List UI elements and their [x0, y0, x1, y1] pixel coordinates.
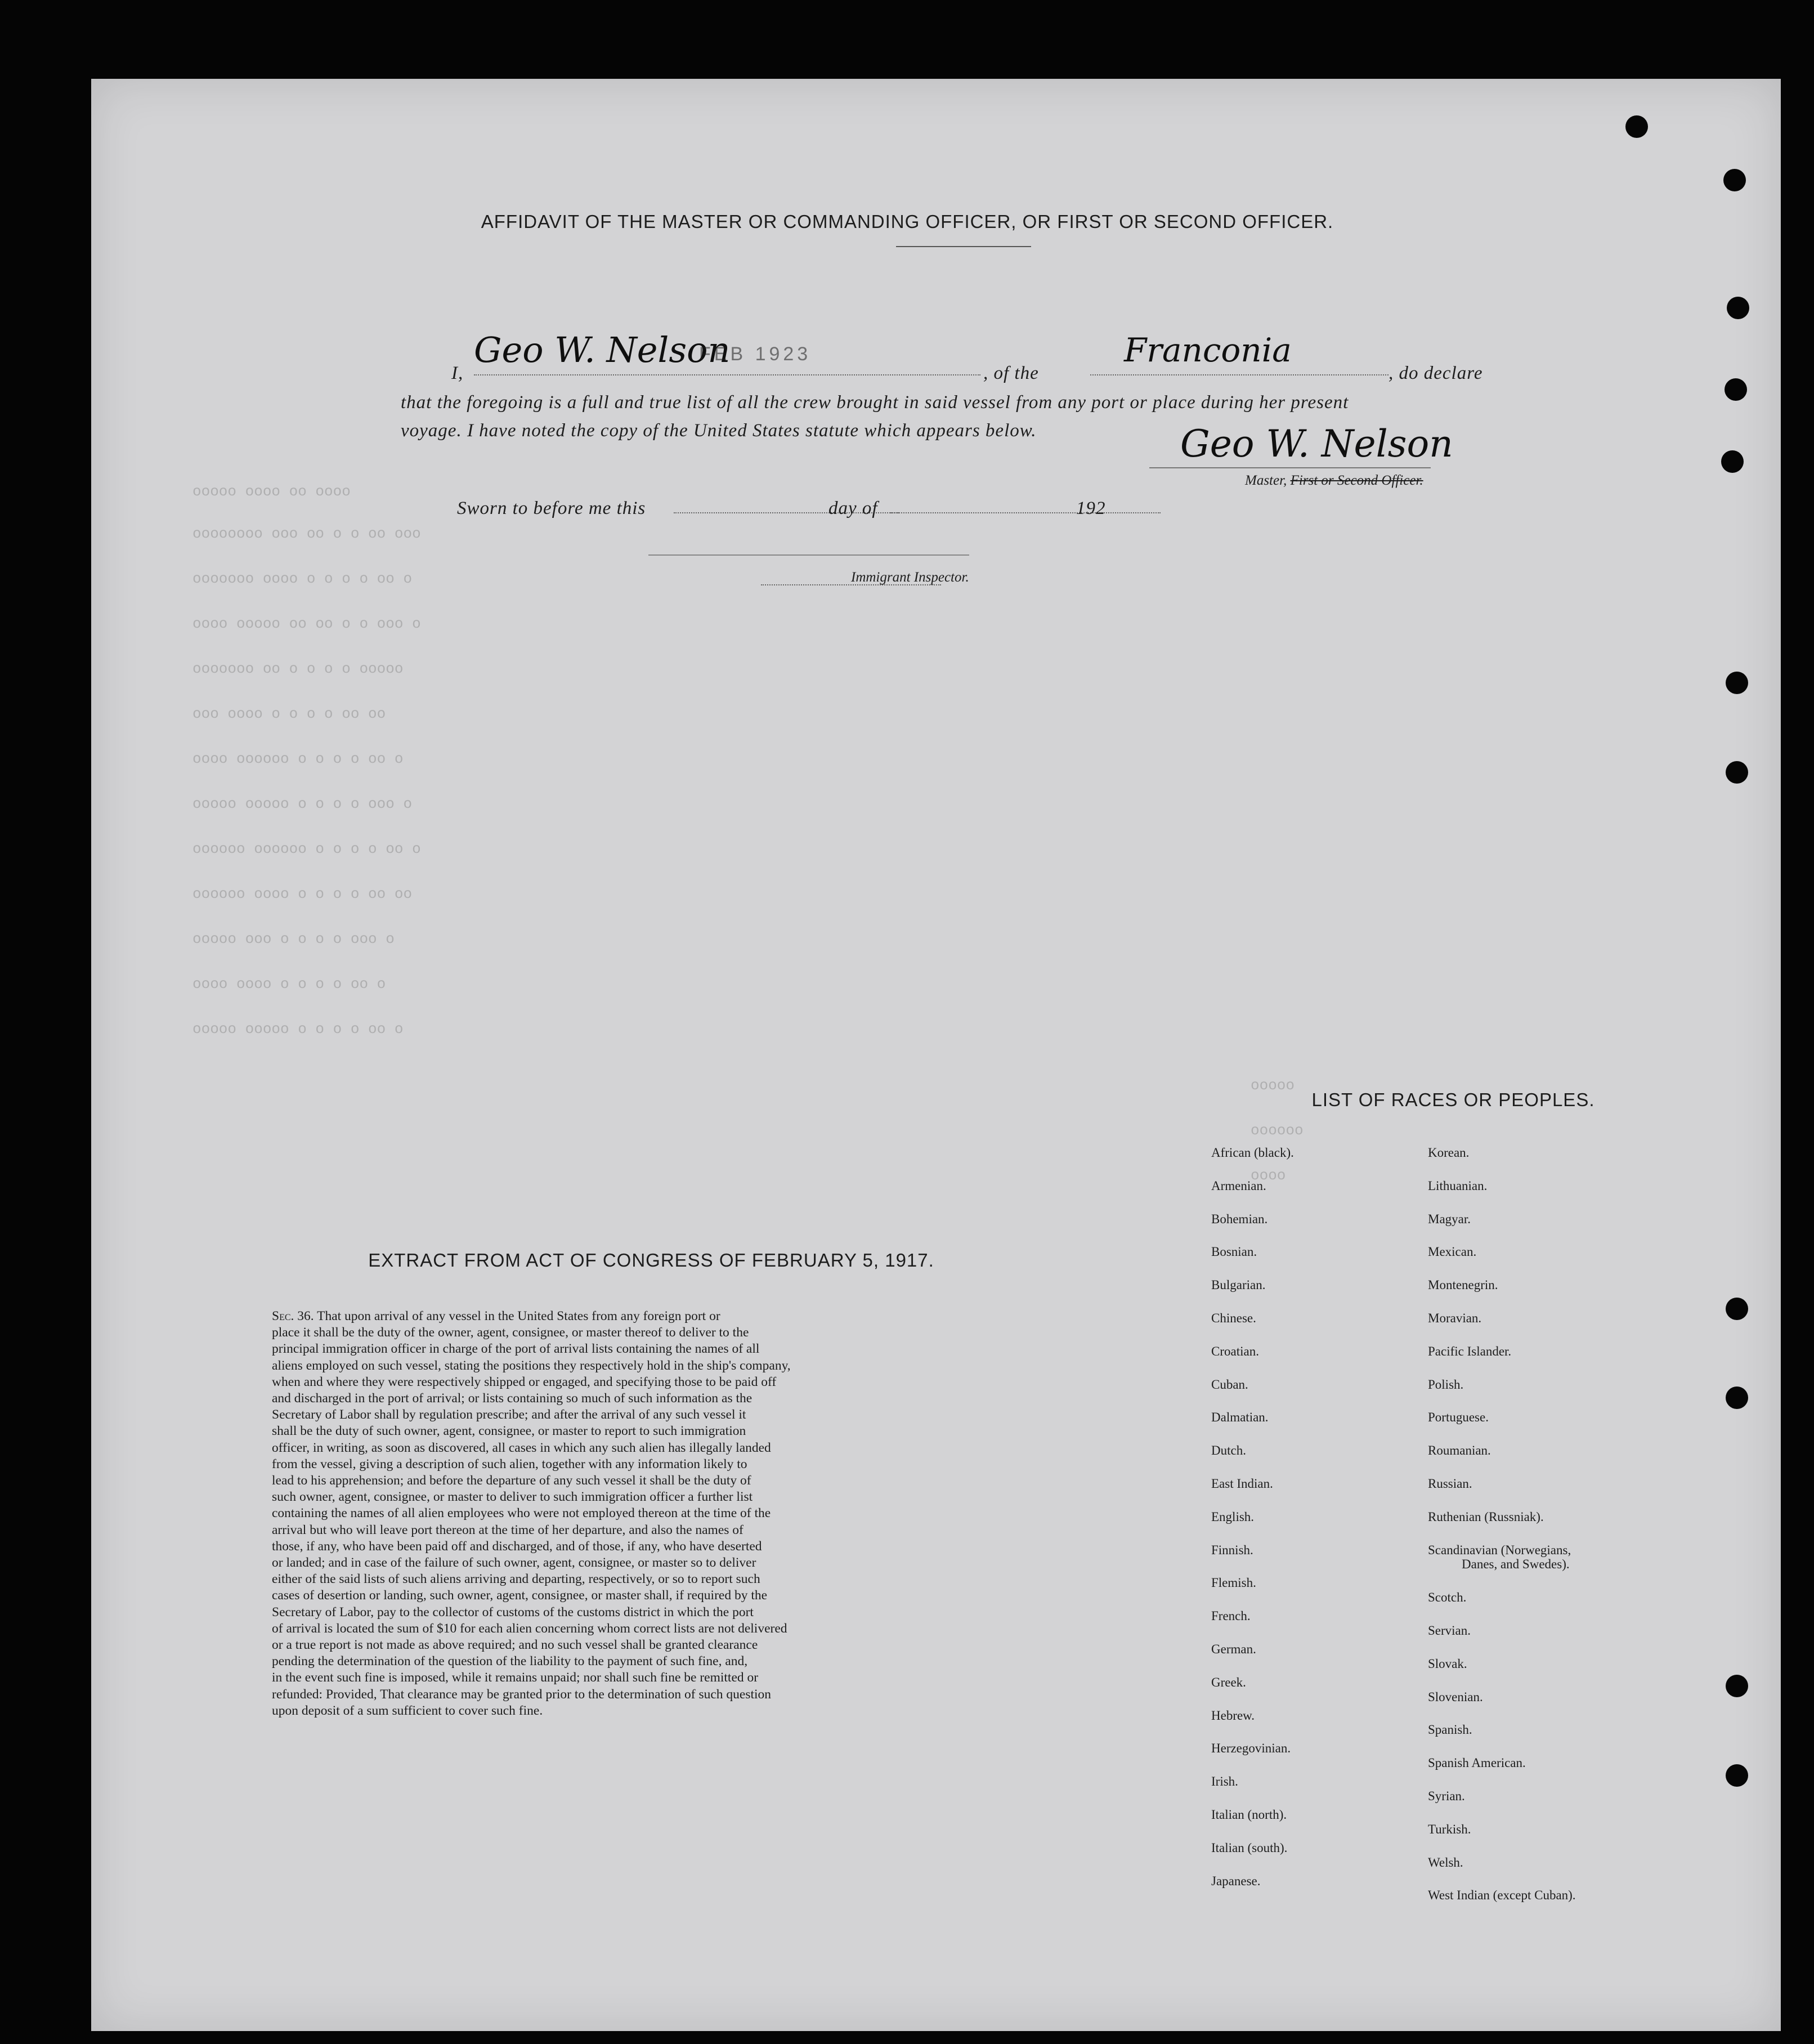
- of-the-label: , of the: [983, 363, 1039, 383]
- extract-line: when and where they were respectively shipped or engaged, and specifying those to be paid off: [272, 1374, 777, 1389]
- punch-hole: [1726, 672, 1748, 694]
- race-item: Irish.: [1211, 1774, 1238, 1789]
- extract-line: such owner, agent, consignee, or master to deliver to such immigration officer a further list: [272, 1490, 753, 1505]
- race-item: Mexican.: [1428, 1245, 1477, 1259]
- race-item: Montenegrin.: [1428, 1278, 1498, 1292]
- race-item: Italian (south).: [1211, 1840, 1288, 1855]
- extract-line: and discharged in the port of arrival; or lists containing so much of such information as the: [272, 1391, 753, 1406]
- race-item: Armenian.: [1211, 1178, 1266, 1193]
- punch-hole: [1726, 761, 1748, 784]
- signature-line: [1149, 467, 1431, 468]
- svg-text:ooooo: ooooo: [1251, 1077, 1295, 1094]
- extract-line: in the event such fine is imposed, while it remains unpaid; nor shall such fine be remitted or: [272, 1670, 759, 1685]
- punch-hole: [1723, 169, 1746, 191]
- extract-line: containing the names of all alien employees who were not employed thereon at the time of the: [272, 1506, 771, 1521]
- extract-line: Secretary of Labor shall by regulation prescribe; and after the arrival of any such vessel it: [272, 1407, 746, 1423]
- name-line: [474, 374, 980, 375]
- race-item: Japanese.: [1211, 1873, 1261, 1888]
- race-item: Herzegovinian.: [1211, 1741, 1291, 1756]
- race-item: Dalmatian.: [1211, 1410, 1269, 1425]
- svg-text:oooo oooooo o o: oooo oooooo o o o o oo o: [192, 750, 404, 767]
- race-item: African (black).: [1211, 1146, 1294, 1160]
- struck-officer-text: First or Second Officer.: [1290, 473, 1423, 488]
- race-item: French.: [1211, 1609, 1251, 1623]
- race-item: Dutch.: [1211, 1443, 1246, 1458]
- punch-hole: [1725, 378, 1747, 401]
- extract-line: of arrival is located the sum of $10 for each alien concerning whom correct lists are not delivered: [272, 1621, 787, 1636]
- extract-line: or a true report is not made as above required; and no such vessel shall be granted clearance: [272, 1638, 758, 1653]
- extract-line: place it shall be the duty of the owner, agent, consignee, or master thereof to deliver to the: [272, 1325, 749, 1340]
- extract-line: from the vessel, giving a description of such alien, together with any information likely to: [272, 1456, 747, 1471]
- master-text: Master,: [1245, 473, 1287, 488]
- extract-line: either of the said lists of such aliens arriving and departing, respectively, or so to report such: [272, 1572, 760, 1587]
- svg-text:ooo oooo o o: ooo oooo o o o o oo oo: [192, 705, 386, 722]
- punch-hole: [1726, 1386, 1748, 1409]
- svg-text:oooooooo ooo oo o: oooooooo ooo oo o o oo ooo: [192, 525, 421, 542]
- race-item: Roumanian.: [1428, 1443, 1491, 1458]
- punch-hole: [1726, 1298, 1748, 1320]
- race-item: Moravian.: [1428, 1311, 1482, 1325]
- race-item: Turkish.: [1428, 1822, 1471, 1836]
- svg-text:ooooo ooooo o o: ooooo ooooo o o o o ooo o: [192, 795, 413, 812]
- inspector-label: Immigrant Inspector.: [851, 570, 969, 585]
- affidavit-line-3: voyage. I have noted the copy of the United States statute which appears below.: [401, 421, 1037, 441]
- extract-line: Secretary of Labor, pay to the collector of customs of the customs district in which the port: [272, 1604, 754, 1620]
- svg-text:oooo ooooo oo oo: oooo ooooo oo oo o o ooo o: [192, 615, 421, 632]
- bleed-through-marks: [181, 484, 1701, 1272]
- affidavit-title: AFFIDAVIT OF THE MASTER OR COMMANDING OFFICER, OR FIRST OR SECOND OFFICER.: [481, 211, 1334, 232]
- date-stamp: FEB 1923: [699, 343, 812, 365]
- svg-text:ooooo ooo o o: ooooo ooo o o o o ooo o: [192, 931, 395, 947]
- punch-hole: [1726, 1675, 1748, 1697]
- extract-line: upon deposit of a sum sufficient to cover such fine.: [272, 1703, 543, 1718]
- extract-line: pending the determination of the question of the liability to the payment of such fine, and,: [272, 1654, 748, 1669]
- do-declare-label: , do declare: [1389, 363, 1483, 383]
- race-item: Welsh.: [1428, 1855, 1463, 1869]
- race-item: Danes, and Swedes).: [1462, 1557, 1570, 1572]
- extract-line: aliens employed on such vessel, stating the positions they respectively hold in the ship's company,: [272, 1358, 791, 1373]
- race-item: Bulgarian.: [1211, 1278, 1266, 1292]
- section-label: Sec. 36.: [272, 1309, 314, 1323]
- day-of-label: day of: [828, 498, 878, 518]
- race-item: Flemish.: [1211, 1576, 1256, 1590]
- race-item: Servian.: [1428, 1623, 1471, 1638]
- race-item: Ruthenian (Russniak).: [1428, 1509, 1544, 1524]
- extract-line: officer, in writing, as soon as discovered, all cases in which any such alien has illegally landed: [272, 1440, 771, 1455]
- svg-text:ooooo ooooo o o: ooooo ooooo o o o o oo o: [192, 1021, 404, 1037]
- race-item: Polish.: [1428, 1377, 1464, 1392]
- race-item: Magyar.: [1428, 1211, 1471, 1226]
- title-divider: [896, 246, 1031, 247]
- race-item: Lithuanian.: [1428, 1178, 1488, 1193]
- race-item: Hebrew.: [1211, 1708, 1255, 1723]
- svg-text:oooooo oooo o o: oooooo oooo o o o o oo oo: [192, 885, 413, 902]
- punch-hole: [1625, 115, 1648, 138]
- handwritten-vessel-name: Franconia: [1124, 331, 1292, 369]
- svg-text:ooooooo oo o o: ooooooo oo o o o o ooooo: [192, 660, 404, 677]
- punch-hole: [1727, 297, 1749, 319]
- race-item: East Indian.: [1211, 1477, 1273, 1491]
- extract-line: or landed; and in case of the failure of such owner, agent, consignee, or master so to deliver: [272, 1555, 756, 1571]
- extract-line: shall be the duty of such owner, agent, consignee, or master to report to such immigration: [272, 1424, 746, 1439]
- extract-line: lead to his apprehension; and before the departure of any such vessel it shall be the duty of: [272, 1473, 751, 1488]
- race-item: Korean.: [1428, 1146, 1470, 1160]
- races-title: LIST OF RACES OR PEOPLES.: [1311, 1089, 1595, 1110]
- race-item: Scandinavian (Norwegians,: [1428, 1542, 1571, 1557]
- race-item: Finnish.: [1211, 1542, 1253, 1557]
- year-label: 192: [1076, 498, 1106, 518]
- svg-text:ooooo oooo oo oooo: ooooo oooo oo oooo: [192, 484, 351, 500]
- race-item: Spanish American.: [1428, 1756, 1526, 1770]
- race-item: English.: [1211, 1509, 1255, 1524]
- svg-text:oooo: oooo: [1251, 1167, 1286, 1184]
- race-item: Croatian.: [1211, 1344, 1259, 1358]
- race-item: Russian.: [1428, 1477, 1472, 1491]
- handwritten-name: Geo W. Nelson: [474, 329, 731, 370]
- race-item: Greek.: [1211, 1675, 1246, 1689]
- svg-text:oooo oooo o o: oooo oooo o o o o oo o: [192, 976, 386, 992]
- race-item: Cuban.: [1211, 1377, 1248, 1392]
- punch-hole: [1721, 450, 1744, 473]
- race-item: Slovak.: [1428, 1656, 1467, 1671]
- extract-line: principal immigration officer in charge of the port of arrival lists containing the names of all: [272, 1341, 760, 1357]
- extract-line: those, if any, who have been paid off and discharged, and of those, if any, who have deserted: [272, 1538, 762, 1554]
- race-item: Spanish.: [1428, 1723, 1472, 1737]
- race-item: Bohemian.: [1211, 1211, 1268, 1226]
- extract-line: refunded: Provided, That clearance may be granted prior to the determination of such question: [272, 1687, 772, 1702]
- sworn-prefix: Sworn to before me this: [457, 498, 646, 518]
- svg-text:oooooo oooooo o o: oooooo oooooo o o o o oo o: [192, 840, 421, 857]
- race-item: Scotch.: [1428, 1590, 1467, 1605]
- document-page: [91, 79, 1781, 2031]
- race-item: Pacific Islander.: [1428, 1344, 1512, 1358]
- race-item: Italian (north).: [1211, 1808, 1287, 1822]
- race-item: Slovenian.: [1428, 1689, 1483, 1704]
- master-signature: Geo W. Nelson: [1180, 422, 1453, 466]
- vessel-line: [1090, 374, 1389, 375]
- extract-title: EXTRACT FROM ACT OF CONGRESS OF FEBRUARY 5, 1917.: [368, 1250, 934, 1271]
- race-item: German.: [1211, 1642, 1256, 1656]
- svg-text:oooooo: oooooo: [1251, 1122, 1304, 1139]
- extract-line: arrival but who will leave port thereon at the time of her departure, and also the names of: [272, 1522, 743, 1537]
- affidavit-line-2: that the foregoing is a full and true list of all the crew brought in said vessel from any port or place during her present: [401, 392, 1349, 413]
- svg-text:ooooooo oooo o o: ooooooo oooo o o o o oo o: [192, 570, 413, 587]
- extract-line-text: That upon arrival of any vessel in the United States from any foreign port or: [317, 1309, 720, 1323]
- extract-text: [272, 1308, 1025, 1719]
- race-item: Syrian.: [1428, 1789, 1465, 1803]
- race-item: West Indian (except Cuban).: [1428, 1888, 1576, 1903]
- race-item: Portuguese.: [1428, 1410, 1489, 1425]
- extract-line: [272, 1308, 1025, 1325]
- affidavit-i-prefix: I,: [451, 363, 464, 383]
- race-item: Bosnian.: [1211, 1245, 1257, 1259]
- punch-hole: [1726, 1764, 1748, 1787]
- race-item: Chinese.: [1211, 1311, 1256, 1325]
- extract-line: cases of desertion or landing, such owner, agent, consignee, or master shall, if required by the: [272, 1588, 768, 1603]
